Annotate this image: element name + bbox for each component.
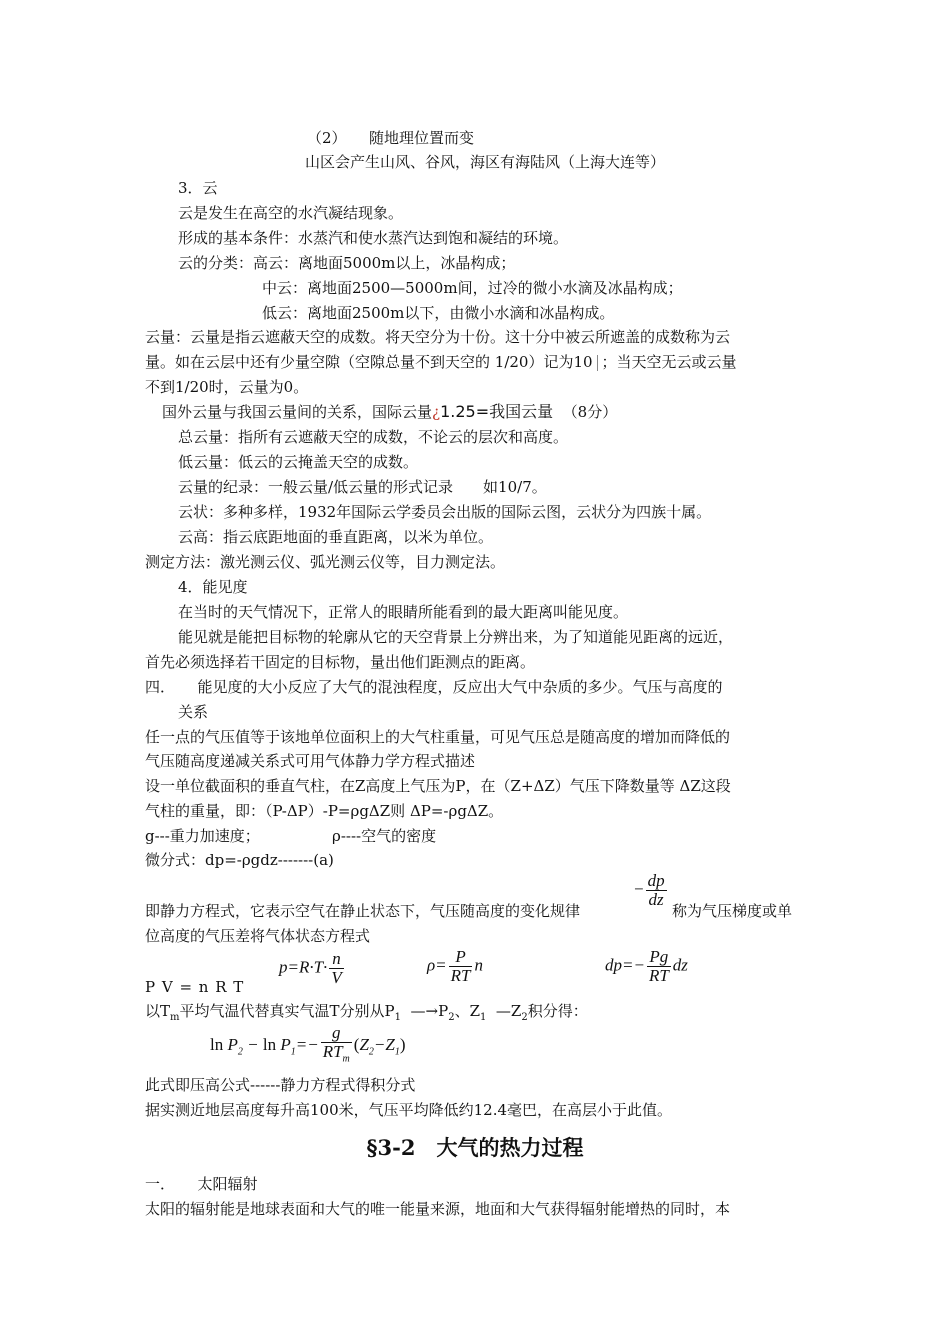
- equation-p-rtnv: p=R·T· $\frac{n}{V}$: [279, 949, 342, 987]
- garbled-symbol: ¿: [432, 403, 441, 421]
- text-line: 关系: [178, 703, 209, 721]
- text-segment: ；当天空无云或云量: [601, 353, 737, 371]
- text-line: 据实测近地层高度每升高100米，气压平均降低约12.4毫巴，在高层小于此值。: [145, 1101, 673, 1119]
- text-line: ρ----空气的密度: [332, 827, 437, 845]
- text-line: 以$T_m$平均气温代替真实气温T分别从$P_1$ $—\to P_2$、$Z_1$ $—Z_2$积分得：: [145, 1002, 588, 1023]
- text-segment: 积分得：: [527, 1002, 588, 1020]
- text-segment: 国外云量与我国云量间的关系，国际云量: [162, 403, 433, 421]
- text-line: 云量的纪录：一般云量/低云量的形式记录 如10/7。: [178, 478, 547, 496]
- text-line: 设一单位截面积的垂直气柱，在Z高度上气压为P，在（Z+ΔZ）气压下降数量等 ΔZ这段: [145, 777, 731, 795]
- text-line: 形成的基本条件：水蒸汽和使水蒸汽达到饱和凝结的环境。: [178, 229, 569, 247]
- text-segment: g---重力加速度；: [145, 827, 260, 845]
- text-line: 山区会产生山风、谷风，海区有海陆风（上海大连等）: [305, 153, 666, 171]
- ideal-gas-law: P V = n R T: [145, 978, 245, 996]
- section-title-clouds: 3．云: [178, 179, 218, 197]
- equation-rho: ρ= $\frac{P}{RT}$ n: [427, 947, 483, 985]
- text-line: [145, 826, 260, 846]
- text-segment: 以T: [145, 1002, 171, 1020]
- text-line: 云量：云量是指云遮蔽天空的成数。将天空分为十份。这十分中被云所遮盖的成数称为云: [145, 328, 731, 346]
- text-line: 云的分类：高云：离地面5000m以上，冰晶构成；: [178, 254, 516, 272]
- text-line: 即静力方程式，它表示空气在静止状态下，气压随高度的变化规律: [145, 902, 581, 920]
- symbol-placeholder: [597, 355, 598, 371]
- subsection-title: 一． 太阳辐射: [145, 1175, 258, 1193]
- text-line: 任一点的气压值等于该地单位面积上的大气柱重量，可见气压总是随高度的增加而降低的: [145, 728, 731, 746]
- text-segment: 平均气温代替真实气温T分别从P: [179, 1002, 395, 1020]
- text-line: 此式即压高公式------静力方程式得积分式: [145, 1076, 416, 1094]
- text-line: 微分式：dp=-ρgdz-------(a): [145, 851, 334, 869]
- text-line: 中云：离地面2500—5000m间，过冷的微小水滴及冰晶构成；: [262, 279, 683, 297]
- text-line: 在当时的天气情况下，正常人的眼睛所能看到的最大距离叫能见度。: [178, 603, 629, 621]
- text-line: 云是发生在高空的水汽凝结现象。: [178, 204, 404, 222]
- text-line: 四． 能见度的大小反应了大气的混浊程度，反应出大气中杂质的多少。气压与高度的: [145, 678, 723, 696]
- equation-dp: dp=− $\frac{Pg}{RT}$ dz: [605, 947, 688, 985]
- text-segment: 量。如在云层中还有少量空隙（空隙总量不到天空的 1/20）记为10: [145, 353, 593, 371]
- text-line: 总云量：指所有云遮蔽天空的成数，不论云的层次和高度。: [178, 428, 569, 446]
- text-line: [145, 352, 737, 372]
- barometric-integral-formula: $\ln P_2 - \ln P_1=-$ $\frac{g}{RT_m}$ $(Z_2-Z_1)$: [210, 1023, 406, 1065]
- text-segment: （8分）: [562, 403, 618, 421]
- text-line: 称为气压梯度或单: [672, 902, 793, 920]
- section-heading: §3-2 大气的热力过程: [366, 1135, 584, 1160]
- text-line: 位高度的气压差将气体状态方程式: [145, 927, 371, 945]
- text-line: 低云：离地面2500m以下，由微小水滴和冰晶构成。: [262, 304, 615, 322]
- text-line: 不到1/20时，云量为0。: [145, 378, 309, 396]
- text-line: 测定方法：激光测云仪、弧光测云仪等，目力测定法。: [145, 553, 506, 571]
- subsection-2-title: （2） 随地理位置而变: [307, 129, 475, 147]
- text-line: 首先必须选择若干固定的目标物，量出他们距测点的距离。: [145, 653, 536, 671]
- text-line: 气柱的重量，即：（P-ΔP）-P=ρgΔZ则 ΔP=-ρgΔZ。: [145, 802, 504, 820]
- text-line: 太阳的辐射能是地球表面和大气的唯一能量来源，地面和大气获得辐射能增热的同时，本: [145, 1200, 731, 1218]
- text-line: 气压随高度递减关系式可用气体静力学方程式描述: [145, 752, 476, 770]
- section-title-visibility: 4．能见度: [178, 578, 248, 596]
- text-segment: 1.25=我国云量: [440, 402, 554, 421]
- text-line: [162, 402, 617, 422]
- text-line: 云高：指云底距地面的垂直距离，以米为单位。: [178, 528, 494, 546]
- text-line: 云状：多种多样，1932年国际云学委员会出版的国际云图，云状分为四族十属。: [178, 503, 712, 521]
- text-line: 能见就是能把目标物的轮廓从它的天空背景上分辨出来，为了知道能见距离的远近，: [178, 628, 734, 646]
- pressure-gradient-formula: − $\frac{dp}{dz}$: [634, 871, 665, 909]
- text-line: 低云量：低云的云掩盖天空的成数。: [178, 453, 419, 471]
